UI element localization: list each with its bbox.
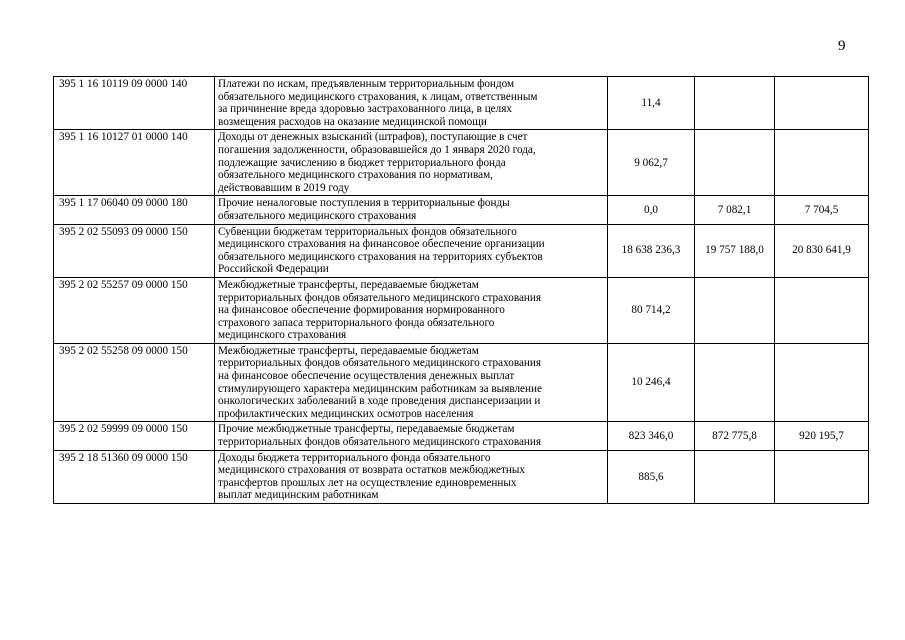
description-line: обязательного медицинского страхования по нормативам, [218, 169, 493, 182]
amount-year-2: 872 775,8 [695, 422, 775, 450]
table-row [54, 343, 869, 422]
budget-classification-code: 395 1 17 06040 09 0000 180 [54, 196, 215, 224]
budget-classification-code: 395 2 02 55257 09 0000 150 [54, 277, 215, 343]
description-line: территориальных фондов обязательного медицинского страхования [218, 436, 542, 449]
amount-year-3 [775, 277, 869, 343]
amount-year-3 [775, 343, 869, 422]
description-line: обязательного медицинского страхования, к лицам, ответственным [218, 90, 538, 103]
description-line: территориальных фондов обязательного медицинского страхования [218, 357, 542, 370]
amount-year-1: 885,6 [608, 450, 695, 503]
amount-year-2 [695, 130, 775, 196]
amount-year-1: 0,0 [608, 196, 695, 224]
table-row [54, 422, 869, 450]
revenue-description [215, 196, 608, 224]
description-line: онкологических заболеваний в ходе проведения диспансеризации и [218, 395, 541, 408]
description-line: Российской Федерации [218, 263, 329, 276]
description-line: Межбюджетные трансферты, передаваемые бюджетам [218, 344, 479, 357]
amount-year-2: 7 082,1 [695, 196, 775, 224]
amount-year-1: 9 062,7 [608, 130, 695, 196]
table-body [54, 77, 869, 504]
amount-year-2: 19 757 188,0 [695, 224, 775, 277]
budget-classification-code: 395 2 02 59999 09 0000 150 [54, 422, 215, 450]
description-line: Субвенции бюджетам территориальных фондов обязательного [218, 225, 517, 238]
description-line: Межбюджетные трансферты, передаваемые бюджетам [218, 278, 479, 291]
budget-revenue-table [53, 76, 869, 504]
amount-year-3 [775, 130, 869, 196]
amount-year-3 [775, 77, 869, 130]
amount-year-3: 20 830 641,9 [775, 224, 869, 277]
revenue-description [215, 277, 608, 343]
budget-classification-code: 395 1 16 10127 01 0000 140 [54, 130, 215, 196]
table-row [54, 77, 869, 130]
budget-classification-code: 395 2 02 55093 09 0000 150 [54, 224, 215, 277]
budget-classification-code: 395 2 18 51360 09 0000 150 [54, 450, 215, 503]
description-line: подлежащие зачислению в бюджет территориального фонда [218, 156, 506, 169]
amount-year-3: 7 704,5 [775, 196, 869, 224]
amount-year-1: 11,4 [608, 77, 695, 130]
description-line: выплат медицинским работникам [218, 489, 379, 502]
description-line: медицинского страхования на финансовое обеспечение организации [218, 238, 545, 251]
revenue-description [215, 224, 608, 277]
amount-year-3: 920 195,7 [775, 422, 869, 450]
revenue-description [215, 130, 608, 196]
description-line: погашения задолженности, образовавшейся до 1 января 2020 года, [218, 143, 536, 156]
amount-year-2 [695, 77, 775, 130]
description-line: действовавшим в 2019 году [218, 181, 350, 194]
table-row [54, 224, 869, 277]
amount-year-2 [695, 343, 775, 422]
description-line: на финансовое обеспечение осуществления денежных выплат [218, 370, 515, 383]
description-line: Прочие межбюджетные трансферты, передаваемые бюджетам [218, 423, 515, 436]
amount-year-1: 823 346,0 [608, 422, 695, 450]
amount-year-2 [695, 450, 775, 503]
amount-year-1: 80 714,2 [608, 277, 695, 343]
amount-year-2 [695, 277, 775, 343]
table-row [54, 130, 869, 196]
description-line: медицинского страхования [218, 329, 347, 342]
description-line: обязательного медицинского страхования на территориях субъектов [218, 250, 543, 263]
amount-year-3 [775, 450, 869, 503]
description-line: Доходы бюджета территориального фонда обязательного [218, 451, 491, 464]
description-line: обязательного медицинского страхования [218, 209, 417, 222]
table-row [54, 450, 869, 503]
description-line: трансфертов прошлых лет на осуществление единовременных [218, 476, 517, 489]
description-line: Платежи по искам, предъявленным территориальным фондом [218, 78, 515, 90]
description-line: Доходы от денежных взысканий (штрафов), поступающие в счет [218, 131, 528, 144]
revenue-description [215, 450, 608, 503]
revenue-description [215, 422, 608, 450]
description-line: профилактических медицинских осмотров населения [218, 407, 474, 420]
description-line: территориальных фондов обязательного медицинского страхования [218, 291, 542, 304]
description-line: за причинение вреда здоровью застрахованного лица, в целях [218, 103, 512, 116]
amount-year-1: 18 638 236,3 [608, 224, 695, 277]
description-line: возмещения расходов на оказание медицинской помощи [218, 115, 487, 128]
description-line: страхового запаса территориального фонда обязательного [218, 316, 495, 329]
description-line: стимулирующего характера медицинским работникам за выявление [218, 382, 542, 395]
amount-year-1: 10 246,4 [608, 343, 695, 422]
revenue-description [215, 77, 608, 130]
revenue-description [215, 343, 608, 422]
description-line: на финансовое обеспечение формирования нормированного [218, 304, 505, 317]
budget-classification-code: 395 2 02 55258 09 0000 150 [54, 343, 215, 422]
description-line: Прочие неналоговые поступления в территориальные фонды [218, 197, 510, 210]
table-row [54, 196, 869, 224]
budget-classification-code: 395 1 16 10119 09 0000 140 [54, 77, 215, 130]
table-row [54, 277, 869, 343]
page-number: 9 [838, 38, 846, 54]
description-line: медицинского страхования от возврата остатков межбюджетных [218, 464, 525, 477]
